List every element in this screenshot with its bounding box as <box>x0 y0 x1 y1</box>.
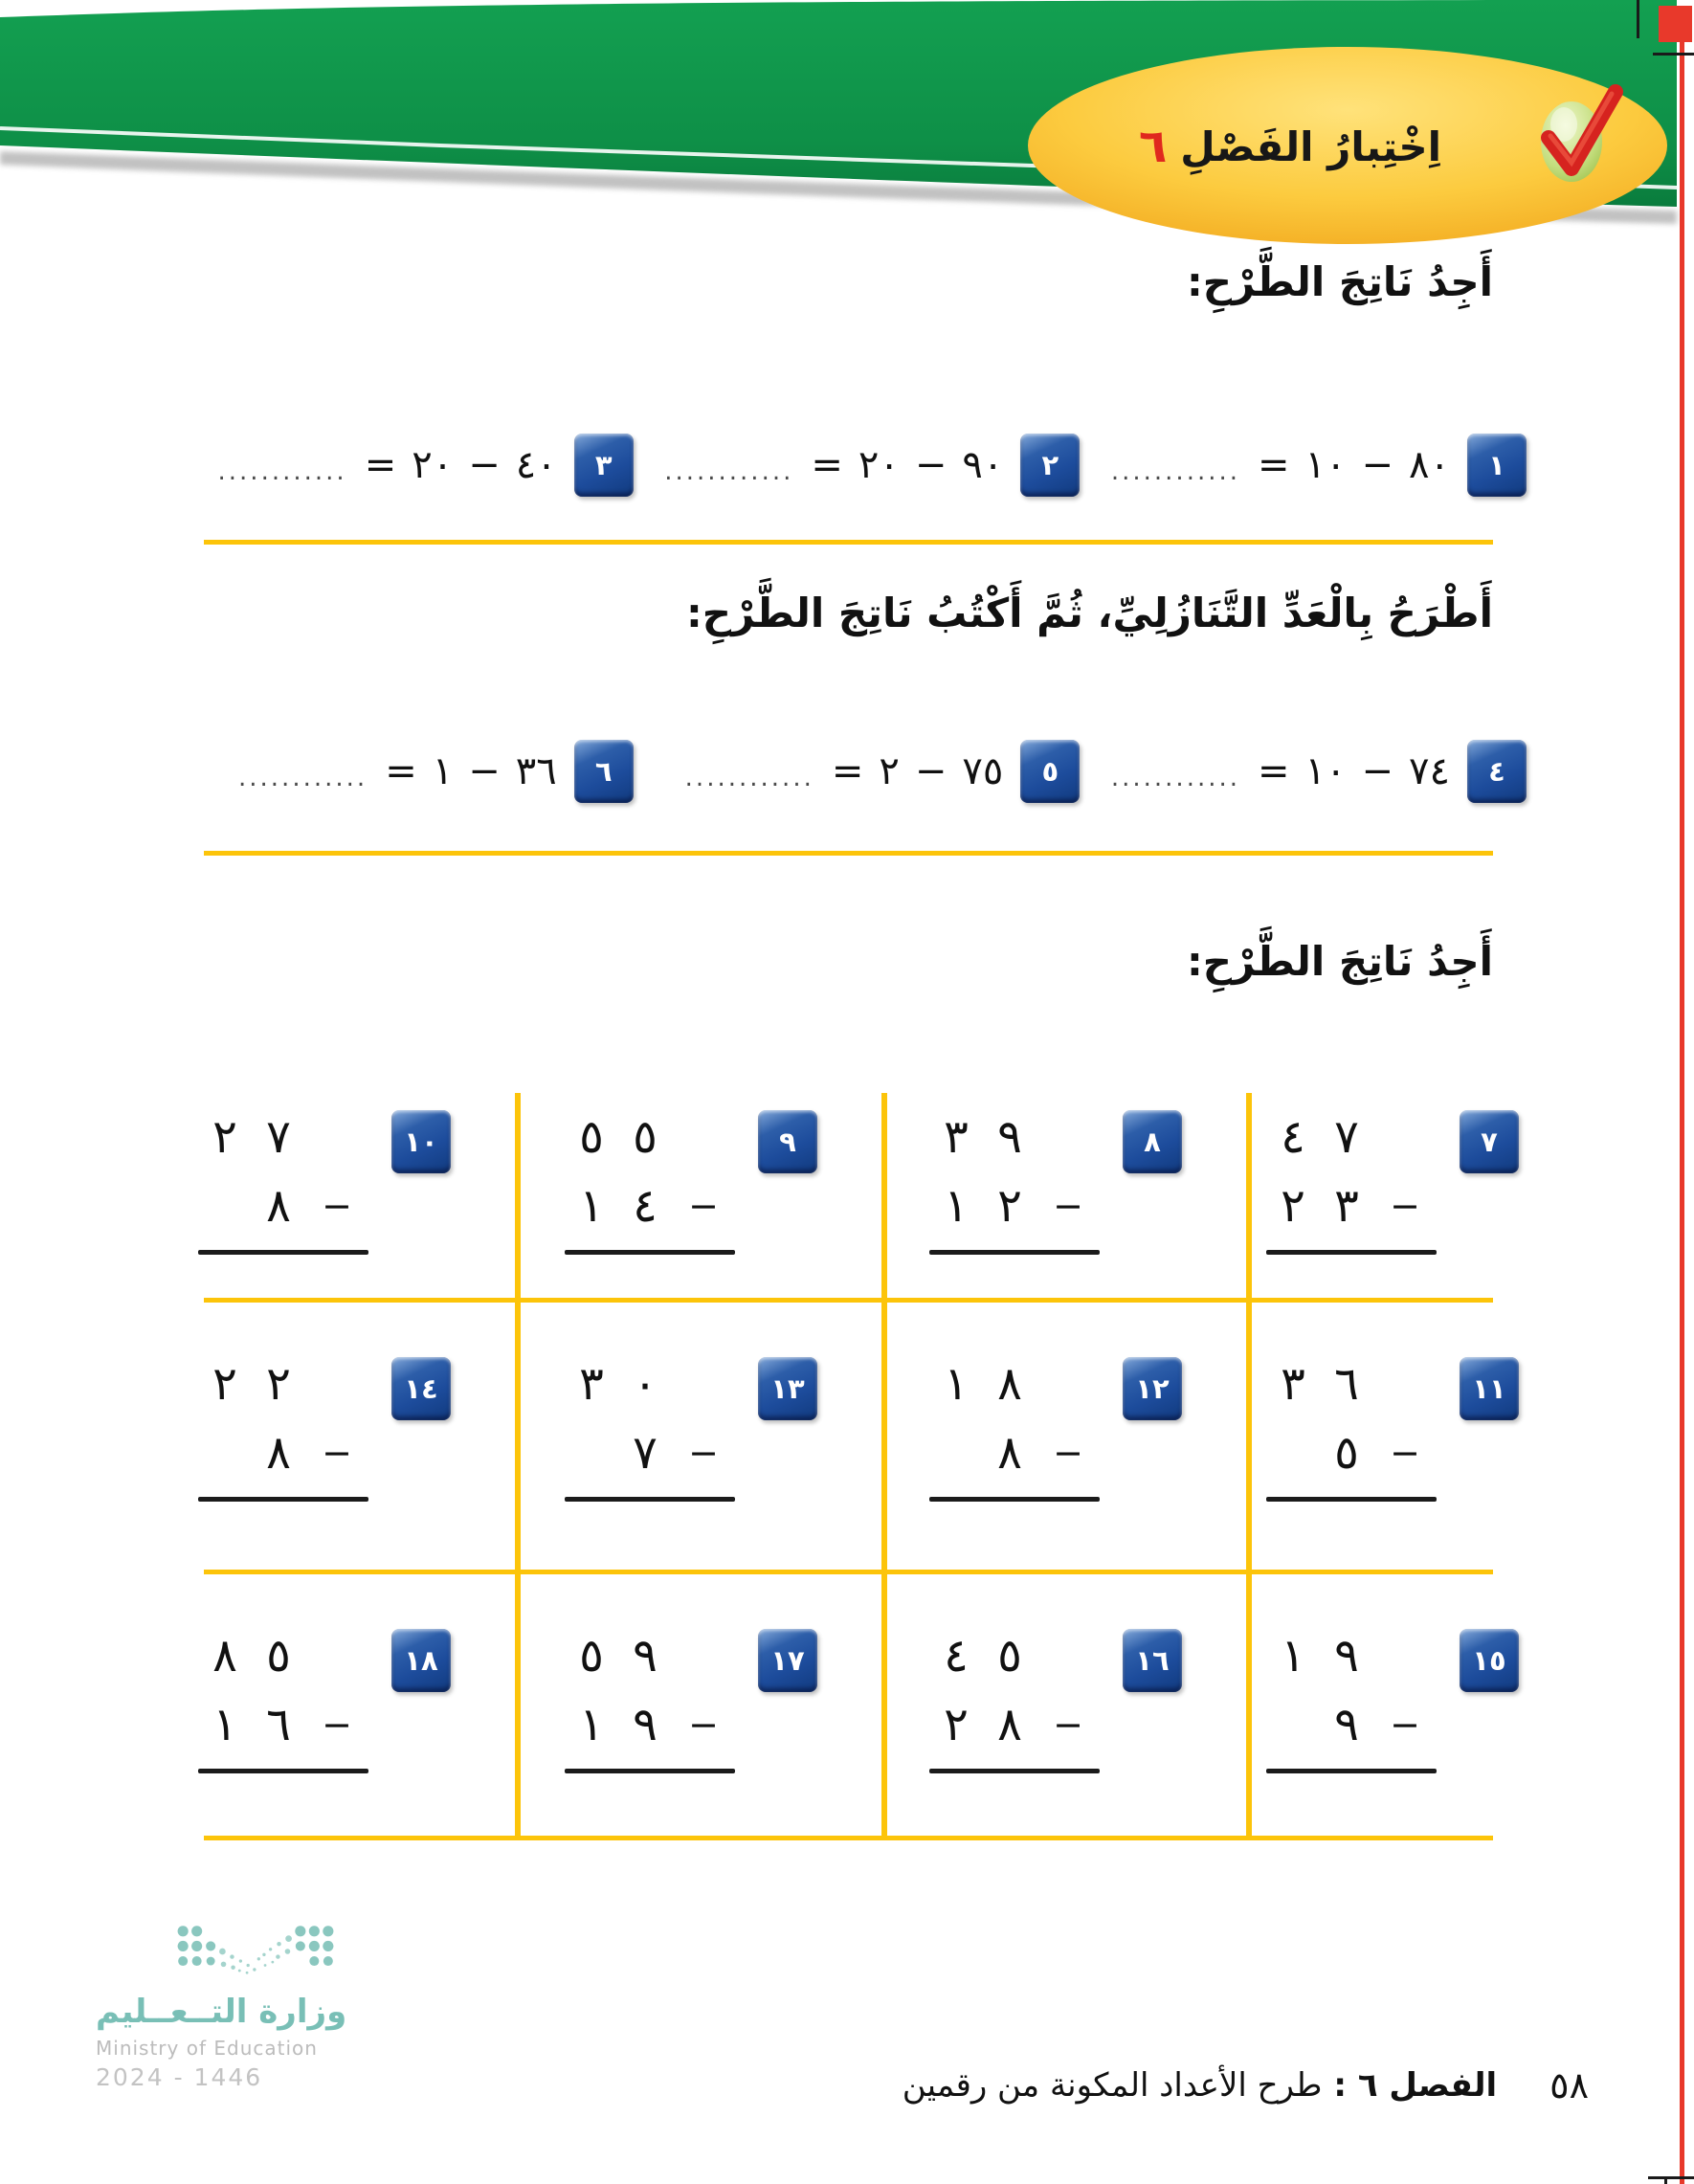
answer-line[interactable] <box>1266 1769 1437 1773</box>
crop-mark <box>1664 2179 1667 2184</box>
vertical-subtraction-work <box>198 1621 368 1773</box>
problem-number-badge: ٢ <box>1020 434 1080 497</box>
minuend-ones: ٧ <box>266 1110 291 1164</box>
minus-sign: − <box>1361 443 1394 487</box>
equation <box>1258 443 1450 487</box>
trim-color-bar <box>1659 6 1692 42</box>
subtrahend-ones: ٥ <box>1334 1426 1359 1480</box>
subtrahend-tens <box>198 1171 252 1240</box>
minuend-ones: ٥ <box>266 1629 291 1683</box>
minuend-tens: ٣ <box>579 1357 604 1411</box>
page-banner <box>0 0 1694 268</box>
subtrahend: ١ <box>432 749 454 793</box>
answer-line[interactable] <box>565 1250 735 1255</box>
minuend-ones: ٥ <box>997 1629 1022 1683</box>
equation-row-1 <box>187 413 1527 517</box>
subtrahend-ones: ٦ <box>266 1698 291 1751</box>
operator-slot <box>1036 1621 1100 1690</box>
answer-dots[interactable]: ............ <box>1110 457 1241 486</box>
yellow-divider <box>204 851 1493 856</box>
horizontal-problem-1 <box>1080 413 1527 517</box>
minuend-ones: ٥ <box>633 1110 658 1164</box>
equation <box>811 443 1003 487</box>
minus-sign: − <box>1053 1432 1083 1474</box>
vertical-problem-8 <box>884 1053 1249 1300</box>
footer-chapter-label: الفصل ٦ : <box>1333 2066 1498 2105</box>
answer-line[interactable] <box>565 1497 735 1502</box>
minuend-ones: ٩ <box>997 1110 1022 1164</box>
minuend-ones: ٩ <box>633 1629 658 1683</box>
vertical-subtraction-work <box>198 1103 368 1255</box>
subtrahend-tens: ٢ <box>1281 1179 1305 1233</box>
minus-sign: − <box>322 1704 352 1746</box>
subtrahend-tens: ١ <box>944 1179 969 1233</box>
minus-sign: − <box>1390 1704 1420 1746</box>
minus-sign: − <box>914 443 947 487</box>
minuend-tens: ٢ <box>212 1110 237 1164</box>
minus-sign: − <box>322 1185 352 1227</box>
subtrahend-tens <box>1266 1690 1320 1759</box>
subtrahend-tens <box>929 1418 983 1487</box>
checkmark-icon <box>1527 80 1627 188</box>
problem-number-badge: ١٣ <box>758 1357 817 1420</box>
vertical-subtraction-work <box>1266 1621 1437 1773</box>
problem-number-badge: ١٤ <box>391 1357 451 1420</box>
subtrahend-tens <box>565 1418 618 1487</box>
vertical-problem-9 <box>518 1053 884 1300</box>
horizontal-problem-3 <box>187 413 634 517</box>
horizontal-problem-2 <box>634 413 1081 517</box>
subtrahend-ones: ٧ <box>633 1426 658 1480</box>
vertical-problem-17 <box>518 1571 884 1842</box>
vertical-problem-18 <box>187 1571 518 1842</box>
minus-sign: − <box>468 443 501 487</box>
subtrahend-ones: ٨ <box>266 1426 291 1480</box>
chapter-number: ٦ <box>1138 120 1168 173</box>
operator-slot <box>672 1621 735 1690</box>
answer-dots[interactable]: ............ <box>684 764 814 792</box>
equals-sign: = <box>385 749 417 793</box>
subtrahend-ones: ٤ <box>633 1179 658 1233</box>
vertical-problems-grid <box>187 1053 1527 1842</box>
answer-dots[interactable]: ............ <box>238 764 368 792</box>
minuend-tens: ٢ <box>212 1357 237 1411</box>
minuend-ones: ٦ <box>1334 1357 1359 1411</box>
subtrahend-ones: ٨ <box>266 1179 291 1233</box>
answer-dots[interactable]: ............ <box>664 457 794 486</box>
chapter-test-title <box>1080 94 1501 199</box>
vertical-problem-12 <box>884 1300 1249 1571</box>
operator-slot <box>1036 1349 1100 1418</box>
equation <box>832 749 1003 793</box>
answer-line[interactable] <box>198 1250 368 1255</box>
minus-sign: − <box>688 1432 719 1474</box>
minuend-ones: ٨ <box>997 1357 1022 1411</box>
vertical-subtraction-work <box>1266 1103 1437 1255</box>
subtrahend: ٢٠ <box>858 443 900 487</box>
problem-number-badge: ١٦ <box>1123 1629 1182 1692</box>
crop-mark <box>1637 0 1639 38</box>
minus-sign: − <box>1390 1185 1420 1227</box>
answer-line[interactable] <box>198 1497 368 1502</box>
problem-number-badge: ١١ <box>1460 1357 1519 1420</box>
minus-sign: − <box>688 1185 719 1227</box>
equation <box>385 749 556 793</box>
ministry-logo-dots <box>175 1924 336 1979</box>
answer-line[interactable] <box>929 1769 1100 1773</box>
answer-dots[interactable]: ............ <box>1110 764 1241 792</box>
minus-sign: − <box>1053 1185 1083 1227</box>
minus-sign: − <box>322 1432 352 1474</box>
operator-slot <box>672 1349 735 1418</box>
problem-number-badge: ٦ <box>574 740 634 803</box>
problem-number-badge: ٣ <box>574 434 634 497</box>
answer-line[interactable] <box>929 1497 1100 1502</box>
minuend-tens: ٣ <box>1281 1357 1305 1411</box>
minuend: ٩٠ <box>962 443 1004 487</box>
problem-number-badge: ٥ <box>1020 740 1080 803</box>
equation <box>365 443 557 487</box>
problem-number-badge: ١٠ <box>391 1110 451 1173</box>
subtrahend: ١٠ <box>1304 443 1347 487</box>
section-heading-find-difference-1: أَجِدُ نَاتِجَ الطَّرْحِ: <box>1186 258 1493 305</box>
vertical-subtraction-work <box>1266 1349 1437 1502</box>
minuend-tens: ٥ <box>579 1110 604 1164</box>
equation <box>1258 749 1450 793</box>
operator-slot <box>1373 1103 1437 1171</box>
vertical-problem-10 <box>187 1053 518 1300</box>
subtrahend-ones: ٩ <box>633 1698 658 1751</box>
subtrahend: ١٠ <box>1304 749 1347 793</box>
minus-sign: − <box>468 749 501 793</box>
crop-mark <box>1653 53 1694 56</box>
vertical-subtraction-work <box>565 1349 735 1502</box>
vertical-subtraction-work <box>929 1103 1100 1255</box>
problem-number-badge: ١٢ <box>1123 1357 1182 1420</box>
vertical-problem-13 <box>518 1300 884 1571</box>
problem-number-badge: ٤ <box>1467 740 1527 803</box>
equation-row-2 <box>187 720 1527 823</box>
minus-sign: − <box>1390 1432 1420 1474</box>
minuend-ones: ٢ <box>266 1357 291 1411</box>
answer-line[interactable] <box>929 1250 1100 1255</box>
answer-line[interactable] <box>1266 1497 1437 1502</box>
minus-sign: − <box>688 1704 719 1746</box>
problem-number-badge: ١٧ <box>758 1629 817 1692</box>
vertical-problem-16 <box>884 1571 1249 1842</box>
horizontal-problem-6 <box>187 720 634 823</box>
operator-slot <box>672 1103 735 1171</box>
horizontal-problem-5 <box>634 720 1081 823</box>
operator-slot <box>1036 1103 1100 1171</box>
operator-slot <box>1373 1621 1437 1690</box>
answer-dots[interactable]: ............ <box>217 457 347 486</box>
ministry-name-arabic: وزارة التــعــليم <box>96 1993 347 2031</box>
problem-number-badge: ٨ <box>1123 1110 1182 1173</box>
equals-sign: = <box>1258 749 1290 793</box>
vertical-subtraction-work <box>929 1349 1100 1502</box>
answer-line[interactable] <box>565 1769 735 1773</box>
subtrahend-ones: ٢ <box>997 1179 1022 1233</box>
ministry-name-english: Ministry of Education <box>96 2037 318 2060</box>
subtrahend-ones: ٩ <box>1334 1698 1359 1751</box>
minus-sign: − <box>1361 749 1394 793</box>
subtrahend-ones: ٣ <box>1334 1179 1359 1233</box>
page-edge-red-line <box>1680 42 1684 2184</box>
minuend-tens: ٤ <box>944 1629 969 1683</box>
vertical-problem-7 <box>1249 1053 1527 1300</box>
footer-chapter-reference <box>903 2066 1497 2105</box>
vertical-subtraction-work <box>565 1621 735 1773</box>
subtrahend-tens: ١ <box>579 1698 604 1751</box>
vertical-subtraction-work <box>198 1349 368 1502</box>
yellow-divider <box>204 540 1493 545</box>
minuend-ones: ٠ <box>633 1357 658 1411</box>
operator-slot <box>1373 1349 1437 1418</box>
minuend-tens: ٤ <box>1281 1110 1305 1164</box>
subtrahend: ٢ <box>879 749 900 793</box>
minuend-ones: ٧ <box>1334 1110 1359 1164</box>
problem-number-badge: ٧ <box>1460 1110 1519 1173</box>
minuend: ٣٦ <box>515 749 557 793</box>
minuend: ٧٥ <box>962 749 1004 793</box>
section-heading-count-back: أَطْرَحُ بِالْعَدِّ التَّنَازُلِيِّ، ثُمَّ أَكْتُبُ نَاتِجَ الطَّرْحِ: <box>686 590 1493 636</box>
minuend-tens: ١ <box>1281 1629 1305 1683</box>
operator-slot <box>305 1621 368 1690</box>
subtrahend-tens: ٢ <box>944 1698 969 1751</box>
problem-number-badge: ٩ <box>758 1110 817 1173</box>
equals-sign: = <box>831 749 864 793</box>
minuend: ٨٠ <box>1409 443 1450 487</box>
minus-sign: − <box>1053 1704 1083 1746</box>
minuend-tens: ٨ <box>212 1629 237 1683</box>
equals-sign: = <box>811 443 843 487</box>
minuend: ٤٠ <box>515 443 557 487</box>
subtrahend-tens: ١ <box>212 1698 237 1751</box>
problem-number-badge: ١٥ <box>1460 1629 1519 1692</box>
vertical-subtraction-work <box>565 1103 735 1255</box>
answer-line[interactable] <box>198 1769 368 1773</box>
minus-sign: − <box>914 749 947 793</box>
subtrahend-tens <box>1266 1418 1320 1487</box>
minuend-tens: ١ <box>944 1357 969 1411</box>
minuend: ٧٤ <box>1409 749 1450 793</box>
problem-number-badge: ١ <box>1467 434 1527 497</box>
vertical-problem-11 <box>1249 1300 1527 1571</box>
problem-number-badge: ١٨ <box>391 1629 451 1692</box>
equals-sign: = <box>364 443 397 487</box>
ministry-logo-years: 2024 - 1446 <box>96 2063 263 2091</box>
subtrahend-tens: ١ <box>579 1179 604 1233</box>
vertical-problem-15 <box>1249 1571 1527 1842</box>
vertical-problem-14 <box>187 1300 518 1571</box>
subtrahend-ones: ٨ <box>997 1426 1022 1480</box>
minuend-tens: ٣ <box>944 1110 969 1164</box>
horizontal-problem-4 <box>1080 720 1527 823</box>
operator-slot <box>305 1349 368 1418</box>
chapter-test-label: اِخْتِبارُ الفَصْلِ <box>1180 123 1442 170</box>
section-heading-find-difference-2: أَجِدُ نَاتِجَ الطَّرْحِ: <box>1186 938 1493 985</box>
page-number: ٥٨ <box>1549 2064 1589 2106</box>
footer-chapter-title: طرح الأعداد المكونة من رقمين <box>902 2066 1323 2105</box>
answer-line[interactable] <box>1266 1250 1437 1255</box>
vertical-subtraction-work <box>929 1621 1100 1773</box>
operator-slot <box>305 1103 368 1171</box>
minuend-ones: ٩ <box>1334 1629 1359 1683</box>
equals-sign: = <box>1258 443 1290 487</box>
ministry-logo <box>96 1924 364 2091</box>
subtrahend-tens <box>198 1418 252 1487</box>
subtrahend-ones: ٨ <box>997 1698 1022 1751</box>
page-footer <box>903 2056 1589 2115</box>
crop-mark <box>1648 2176 1694 2179</box>
subtrahend: ٢٠ <box>412 443 454 487</box>
minuend-tens: ٥ <box>579 1629 604 1683</box>
